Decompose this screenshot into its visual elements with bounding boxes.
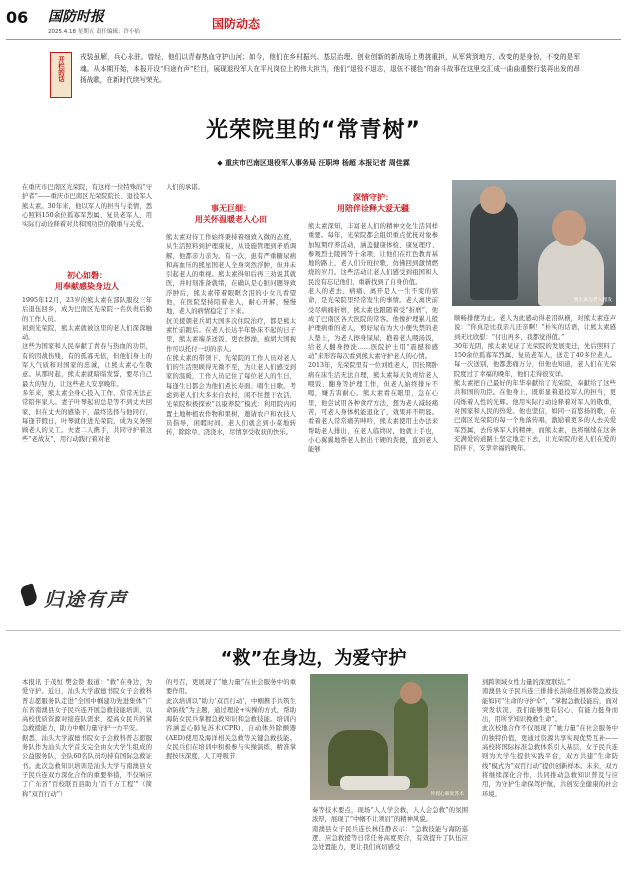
column-logo bbox=[16, 575, 156, 617]
story1-col3-p1: 熊太素深知，丰富老人们的精神文化生活同样重要。每年，光荣院都会组织重点优抚对象参加短期疗养活动，涵盖健康体检、康复理疗、参观烈士陵园等十余项，让他们在红色教育基地的路上，老人们分班拉歌，仿佛回到激情燃烧的岁月。这些活动让老人们感受到祖国和人民没有忘记他们，重新找到了自身价值。 老人的老去、病痛、离开是人一生不变的宿命，是光荣院里经常发生的事情。老人离世前受尽病痛折磨，熊太素也跟随着受“折磨”，他成了巴南区各大医院的常客。他像护理累儿般护理病重的老人，剪好尿布为大小便失禁的老人垫上，为老人擦身屎尿，抱着老人喂汤饭，给老人翻身擦洗……医院护士用“震撼和感动”来形容每次看到熊太素守护老人的心情。 2013年，光荣院里有一位刘姓老人，因长期卧病在床生活无法自理，熊太素每天负责给老人喂饭、翻身等护理工作，但老人始终排斥不喝，嫌舌害耐心。熊太素看在眼里，急在心里，他尝试用各种食疗方法，想为老人减轻痛苦，可老人身体机能退化了，效果并不明显。看着老人常常痛苦呻吟，熊太素使用土办法来帮助老人排出，在老人临终时，他就上手也，小心翼翼地帮老人抠出干硬的粪便，直到老人能够 bbox=[308, 223, 438, 454]
story1-headline: 光荣院里的“常青树” bbox=[206, 118, 421, 143]
story1-col1-p1: 在重庆市巴南区光荣院，有这样一位特殊的“守护者”——重庆市巴南区光荣院院长、退役军人熊太素。30年来，他以军人的担当与柔情，悉心照料150余位孤寡军烈属、复员老军人，用实际行动诠释着对共和国功臣的敬重与关爱。 bbox=[22, 184, 152, 229]
photo-instructor bbox=[394, 696, 428, 788]
story1-col2-p2: 熊太素对待工作始终秉持着细致入微的态度，从生活照料到护理康复，从设施管理到矛盾调解，他都亲力亲为。有一次，患有严重糖尿病和高血压的熊星国老人全身突然浮肿，但并未引起老人的重视。熊太素得知后再三劝说其就医，并时刻准备就绪，在确认是心脏问题导致浮肿后，熊太素带着眼眶含泪的小女儿看望他，在医院坚持陪着老人，耐心开解，慢慢地，老人的病情稳定了下来。 抗美援朝老兵胡大国多次住院治疗，都是熊太素忙前跑后。在老人长达半年卧床不起的日子里，熊太素端茶送饭、更衣擦澡，被胡大国视作可以托付一切的亲人。 在熊太素的带领下，光荣院的工作人员对老人们的生活照顾得无微不至，为让老人们感受到家的温暖，工作人员记住了每位老人的生日，每逢生日都会为他们煮长寿面、唱生日歌。考虑到老人们大多来自农村，闲不住想干农活，光荣院积极探索“以康养院”模式：利用院内闲置土地种植农作物和果树，邀请农户和农技人员指导，闲暇时间，老人们就会到小菜地转转，除除草、浇浇水，尽情享受收获的快乐。 bbox=[166, 234, 296, 437]
page-number: 06 bbox=[6, 8, 29, 27]
story1-col4-p1: 顺畅排便为止。老人为此感动得老泪纵横，对熊太素连声说：“你真是比我亲儿还亲啊！”朴实的话语，让熊太素感到无比欣慰：“付出再多，我都觉得值。” 30年光阴，熊太素见证了光荣院的发展变迁，先后照料了150余位孤寡军烈属、复员老军人，送走了40多位老人。每一次送别，他都悲痛万分，但他也知道，老人们在光荣院度过了幸福的晚年，他们走得很安详。 熊太素把自己最好的年华奉献给了光荣院，奉献给了这些共和国的功臣。在他身上，既彰显着退役军人的担当，更闪烁着人性的光辉。他用实际行动诠释着对军人的敬重，对国家和人民的热爱。他也坚信，如同一首悠扬的歌，在巴南区光荣院的每一个角落传唱，激励着更多的人去关爱军烈属，去传承军人的精神，而熊太素，也将继续在这条充满爱的道路上坚定地走下去，让光荣院的老人们在爱的陪伴下，安享幸福的晚年。 bbox=[454, 315, 616, 453]
story2-photo-caption: 传授心肺复苏术 bbox=[430, 792, 464, 797]
story1-col2-subhead: 事无巨细： 用关怀温暖老人心田 bbox=[195, 204, 267, 224]
section-title: 国防动态 bbox=[212, 17, 261, 31]
story2-photo bbox=[310, 674, 468, 800]
photo-dummy bbox=[340, 776, 410, 790]
intro-tag bbox=[50, 52, 72, 98]
story2-col-b: 的号召，更展现了“她力量”在社会服务中的重要作用。 此次培训以“助力‘双百行动’，中帼携手共筑生命防线”为主题，通过理论+实操的方式，帮助海防女民兵掌握急救知识和急救技能。培训内容涵盖心肺复苏术(CPR)、自动体外除颤器(AED)使用及海洋相关急救等关键急救技能。女民兵们在培训中积极参与实操演练，精准掌握按压深度、人工呼吸节 bbox=[166, 679, 296, 761]
story1-col3-subhead: 深情守护： 用陪伴诠释大爱无疆 bbox=[337, 193, 409, 213]
story2-headline: “救”在身边，为爱守护 bbox=[220, 648, 407, 669]
story1-photo-caption: 熊太素为老人理发 bbox=[573, 298, 612, 303]
photo-figure-elder-head bbox=[552, 210, 586, 246]
story1-col2-p1: 人们的承诺。 bbox=[166, 184, 204, 191]
story1-byline: ◆ 重庆市巴南区退役军人事务局 汪职坤 杨超 本报记者 周佳霖 bbox=[217, 159, 410, 167]
logo-text: 归途有声 bbox=[44, 589, 129, 611]
photo-figure-barber bbox=[470, 200, 518, 300]
photo-figure-barber-head bbox=[480, 186, 506, 214]
story1-col1-p2: 1995年12月，23岁的熊太素在部队服役三年后退伍回乡，成为巴南区光荣院一名负责后勤的工作人员。 初到光荣院，熊太素就被这里的老人们深深触动。 这些为国家和人民奉献了青春与热血的功臣，有的因战伤残，有的孤寡无依，但他们身上的军人气质和对国家的忠诚，让熊太素心生敬意。从那时起，熊太素就暗暗发誓，要尽自己最大的努力，让这些老人安享晚年。 多年来，熊太素全身心投入工作，常常无法正常陪伴家人。妻子叶琴起初总是等不到丈夫回家，但在丈夫的感染下，最终选择与他同行，每逢节假日，叶琴就住进光荣院，成为义务照顾老人的义工。夫妻二人携手，共同守护着这些“老战友”，用行动践行着对老 bbox=[22, 297, 152, 444]
intro-text: 戎装虽解，兵心永驻。曾经，他们以青春热血守护山河；如今，他们在乡村振兴、基层治理、创业创新的新战场上勇挑重担，从军营到地方，改变的是身份，不变的是军魂。从本期开始，本报开设“归途有声”栏目，展现退役军人在平凡岗位上的伟大担当，他们“退役不退志，退伍不褪色”的奋斗故事在这里交汇成一曲曲重整行装再出发的昂扬战歌，在新时代续写荣光。 bbox=[80, 53, 580, 84]
story2-col-d: 到跨领域女性力量的深度联结。” 南澳县女子民兵连三排排长洪晓佳则称赞急救技能如同“生命的守护伞”，“掌握急救技能后，面对突发状况，我们能够更有信心、有能力挺身而出，用所学知识挽救生命”。 此次校地合作不仅展现了“她力量”在社会服务中的独特价值，更通过资源共享实现优势互补——高校将国际标准急救体系引入基层，女子民兵连则为大学生提供实践平台，双方共建“生命防线”模式为“双百行动”提供创新样本。未来，双方将继续深化合作，共同推动急救知识普及与应用，为守护生命保驾护航，共创安全健康的社会环境。 bbox=[482, 679, 618, 798]
story-divider bbox=[6, 630, 621, 631]
section-band bbox=[196, 14, 623, 35]
logo-ink-icon bbox=[19, 583, 38, 606]
intro-tag-text: 开栏的话 bbox=[57, 56, 65, 82]
story2-col-c: 奏等技术要点，现场“人人学会救，人人会急救”的氛围浓厚，展现了“中帼不让须眉”的精神风貌。 南澳县女子民兵连长林佳静表示：“急救技能与海防巡逻、应急救援等日常任务高度契合，有效提升了队伍应急处置能力，更让我们真切感受 bbox=[312, 807, 468, 852]
masthead: 国防时报 bbox=[48, 9, 104, 25]
photo-instructor-head bbox=[400, 682, 422, 704]
date-line: 2025.4.18 星期五 责任编辑：许小焰 bbox=[48, 29, 140, 35]
header-rule bbox=[6, 39, 621, 40]
story2-col-a: 本报讯 于茂恒 樊金赞 报道：“救”在身边，为爱守护。近日，汕头大学淑德书院女子会救科普志愿服务队走进“全国中帼建功先进集体”广东省南澳县女子民兵连开展急救技能培训，以高校优质资源对接连队需求，提高女民兵的紧急救援能力，助力中帼力量守护一方平安。 据悉，汕头大学淑德书院女子会救科普志愿服务队作为汕头大学首支完全由女大学生组成的公益服务队，全队60名队员均持有国际急救证书。此次急救知识培训是汕头大学与南澳县女子民兵连双方深化合作的重要举措，不仅响应了广东省“百校联百县助力‘百千万工程’”（简称“双百行动”） bbox=[22, 679, 152, 798]
story1-photo bbox=[452, 180, 616, 306]
story1-col1-subhead: 初心如磐： 用奉献感染身边人 bbox=[55, 271, 119, 291]
